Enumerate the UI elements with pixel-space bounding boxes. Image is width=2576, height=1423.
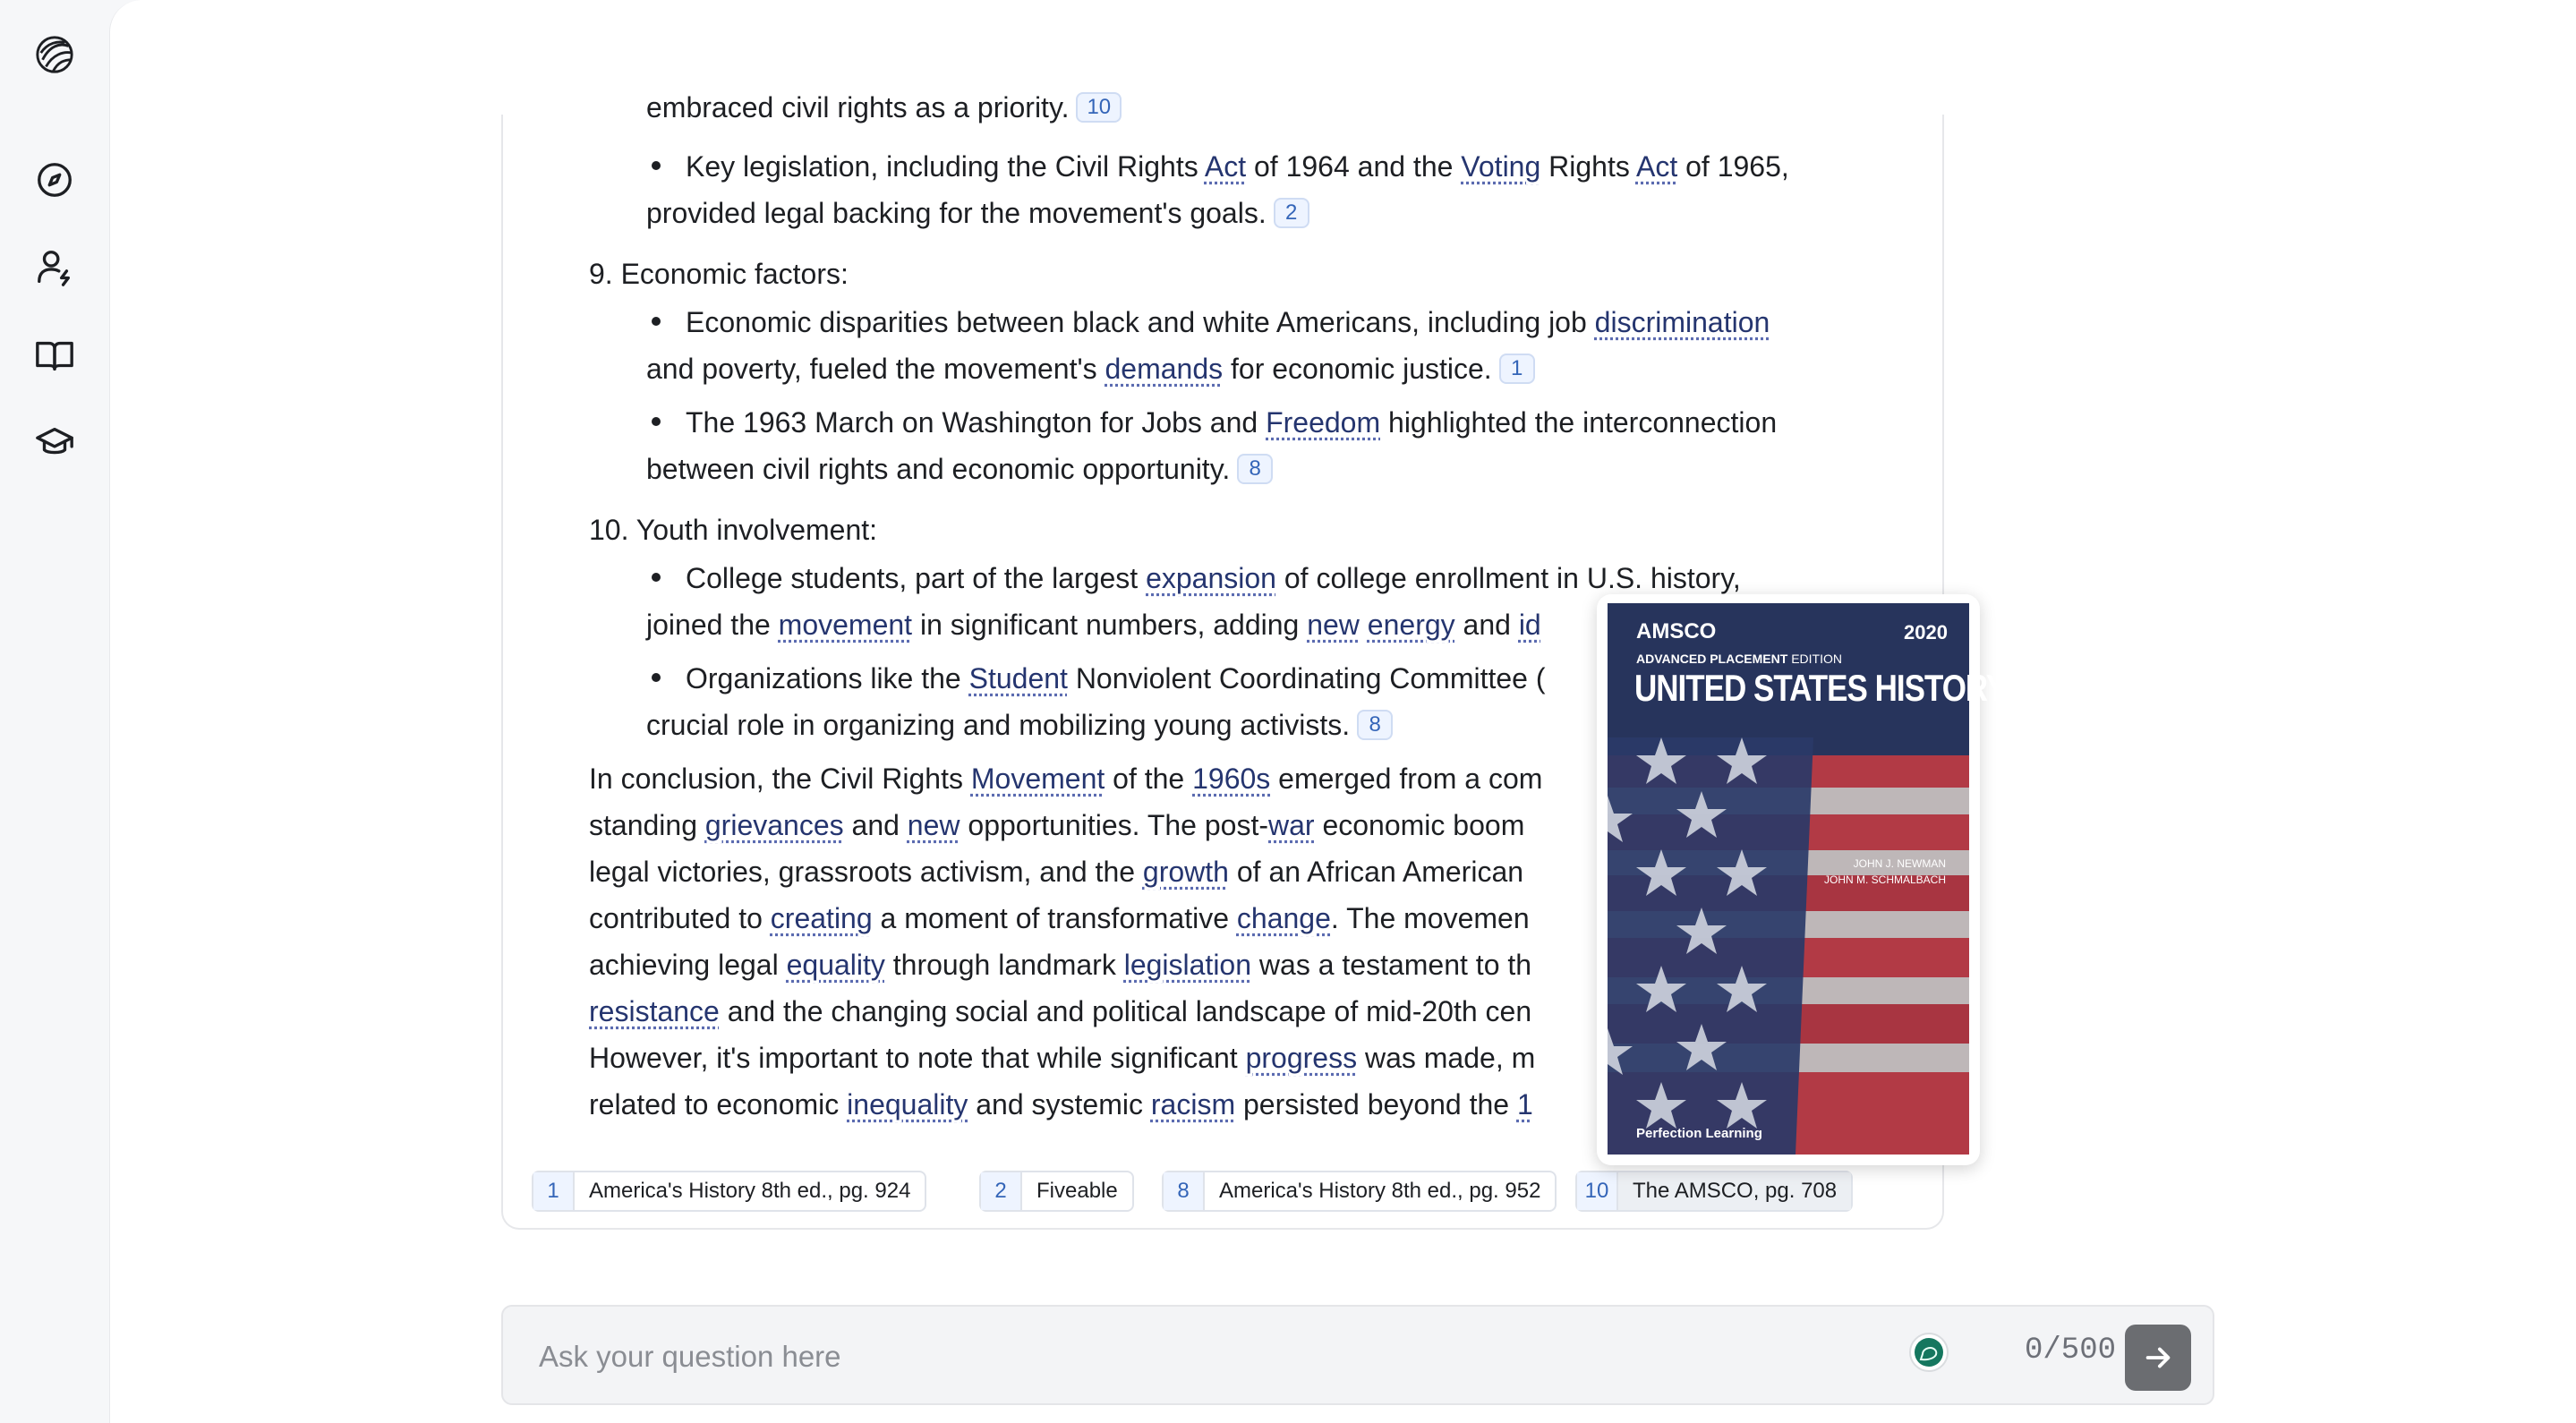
source-number: 2 — [981, 1172, 1022, 1210]
logo-icon[interactable] — [32, 32, 77, 77]
section-heading: 10. Youth involvement: — [589, 514, 878, 546]
term-link[interactable]: 1960s — [1192, 763, 1271, 795]
term-link[interactable]: progress — [1245, 1042, 1358, 1074]
answer-line — [686, 555, 1741, 601]
term-link[interactable]: new — [907, 809, 960, 841]
answer-text: . The movemen — [1330, 902, 1530, 934]
answer-text: joined the — [646, 609, 779, 641]
answer-line — [589, 802, 1524, 848]
answer-text: between civil rights and economic opportunity. — [646, 453, 1231, 485]
term-link[interactable]: new — [1307, 609, 1360, 641]
citation-badge[interactable]: 8 — [1357, 710, 1393, 740]
cover-author-1: JOHN J. NEWMAN — [1853, 857, 1946, 870]
cover-edition — [1636, 652, 1842, 666]
source-number: 1 — [533, 1172, 575, 1210]
source-chip[interactable] — [532, 1171, 926, 1212]
source-label: Fiveable — [1036, 1179, 1118, 1203]
answer-line — [686, 655, 1546, 702]
answer-line — [646, 345, 1535, 392]
bullet-dot — [652, 673, 661, 682]
term-link[interactable]: Act — [1204, 150, 1247, 183]
bullet-dot — [652, 317, 661, 326]
bullet-dot — [652, 161, 661, 170]
term-link[interactable]: demands — [1105, 353, 1224, 385]
answer-text: persisted beyond the — [1235, 1088, 1517, 1121]
cover-publisher: Perfection Learning — [1636, 1126, 1762, 1141]
book-open-icon[interactable] — [32, 333, 77, 378]
answer-text: The 1963 March on Washington for Jobs and — [686, 406, 1267, 439]
answer-text: Rights — [1540, 150, 1636, 183]
term-link[interactable]: 1 — [1516, 1088, 1533, 1121]
answer-line — [686, 299, 1770, 345]
question-input[interactable] — [539, 1328, 1881, 1385]
answer-text: was made, m — [1357, 1042, 1536, 1074]
answer-text: was a testament to th — [1251, 949, 1532, 981]
source-chip[interactable] — [979, 1171, 1134, 1212]
cover-title: UNITED STATES HISTORY — [1634, 668, 2007, 710]
bullet-dot — [652, 417, 661, 426]
answer-text — [1360, 609, 1368, 641]
term-link[interactable]: id — [1518, 609, 1541, 641]
answer-text: However, it's important to note that while significant — [589, 1042, 1246, 1074]
answer-line — [589, 755, 1542, 802]
term-link[interactable]: growth — [1142, 856, 1229, 888]
answer-line — [589, 988, 1531, 1035]
term-link[interactable]: energy — [1367, 609, 1455, 641]
answer-text: emerged from a com — [1270, 763, 1543, 795]
grammar-assistant-icon[interactable] — [1906, 1330, 1951, 1375]
answer-text: and poverty, fueled the movement's — [646, 353, 1105, 385]
answer-text: crucial role in organizing and mobilizing young activists. — [646, 709, 1351, 741]
answer-line — [589, 848, 1523, 895]
answer-text: and — [1454, 609, 1519, 641]
answer-line — [646, 601, 1541, 648]
answer-text: standing — [589, 809, 705, 841]
answer-text: in significant numbers, adding — [912, 609, 1308, 641]
term-link[interactable]: inequality — [847, 1088, 968, 1121]
question-input-bar — [501, 1305, 2214, 1405]
section-heading: 9. Economic factors: — [589, 258, 849, 290]
answer-text: highlighted the interconnection — [1380, 406, 1778, 439]
source-chip[interactable] — [1162, 1171, 1557, 1212]
answer-text: Key legislation, including the Civil Rights — [686, 150, 1205, 183]
answer-text: through landmark — [884, 949, 1124, 981]
term-link[interactable]: racism — [1150, 1088, 1236, 1121]
answer-text: related to economic — [589, 1088, 848, 1121]
term-link[interactable]: creating — [770, 902, 873, 934]
term-link[interactable]: grievances — [704, 809, 844, 841]
answer-text: of the — [1105, 763, 1193, 795]
answer-line — [589, 942, 1531, 988]
answer-line — [646, 84, 1122, 131]
source-label: The AMSCO, pg. 708 — [1618, 1172, 1851, 1210]
source-number: 10 — [1577, 1172, 1618, 1210]
answer-text: provided legal backing for the movement's goals. — [646, 197, 1267, 229]
answer-text: College students, part of the largest — [686, 562, 1147, 594]
cover-edition-b: EDITION — [1791, 652, 1842, 666]
citation-badge[interactable]: 8 — [1237, 454, 1273, 484]
bullet-dot — [652, 573, 661, 582]
arrow-right-icon — [2141, 1341, 2175, 1375]
term-link[interactable]: movement — [778, 609, 913, 641]
term-link[interactable]: Freedom — [1266, 406, 1381, 439]
answer-text: Organizations like the — [686, 662, 969, 694]
sidebar — [0, 0, 109, 1423]
answer-line — [686, 399, 1777, 446]
cover-year: 2020 — [1904, 621, 1948, 643]
answer-text: of an African American — [1228, 856, 1524, 888]
source-preview-popup — [1597, 594, 2007, 1165]
answer-text: Nonviolent Coordinating Committee ( — [1067, 662, 1546, 694]
term-link[interactable]: expansion — [1146, 562, 1276, 594]
answer-text: of 1964 and the — [1246, 150, 1462, 183]
source-label: America's History 8th ed., pg. 952 — [1219, 1179, 1541, 1203]
source-chip-active[interactable] — [1575, 1171, 1853, 1212]
source-number: 8 — [1164, 1172, 1205, 1210]
term-link[interactable]: equality — [786, 949, 885, 981]
citation-badge[interactable]: 2 — [1274, 198, 1309, 228]
answer-text: of 1965, — [1677, 150, 1789, 183]
answer-line — [646, 446, 1273, 492]
answer-text: and — [843, 809, 908, 841]
book-cover-image — [1608, 603, 2007, 1155]
send-button[interactable] — [2125, 1325, 2191, 1391]
compass-icon[interactable] — [32, 158, 77, 202]
answer-text: contributed to — [589, 902, 771, 934]
term-link[interactable]: Voting — [1461, 150, 1541, 183]
answer-text: In conclusion, the Civil Rights — [589, 763, 971, 795]
answer-text: achieving legal — [589, 949, 787, 981]
term-link[interactable]: Student — [968, 662, 1068, 694]
answer-line — [646, 702, 1393, 748]
answer-text: legal victories, grassroots activism, and the — [589, 856, 1143, 888]
term-link[interactable]: discrimination — [1594, 306, 1770, 338]
term-link[interactable]: legislation — [1123, 949, 1252, 981]
term-link[interactable]: war — [1268, 809, 1315, 841]
citation-badge[interactable]: 10 — [1076, 92, 1122, 123]
answer-text: and systemic — [968, 1088, 1151, 1121]
answer-line — [589, 1035, 1535, 1081]
answer-text: embraced civil rights as a priority. — [646, 91, 1070, 124]
answer-text: for economic justice. — [1223, 353, 1492, 385]
term-link[interactable]: resistance — [589, 995, 720, 1027]
term-link[interactable]: change — [1236, 902, 1331, 934]
character-counter: 0/500 — [2025, 1334, 2117, 1368]
answer-line — [686, 143, 1789, 190]
cover-brand: AMSCO — [1636, 619, 1717, 643]
cover-edition-a: ADVANCED PLACEMENT — [1636, 652, 1788, 666]
answer-text: Economic disparities between black and white Americans, including job — [686, 306, 1595, 338]
answer-line — [646, 190, 1309, 236]
answer-text: economic boom — [1314, 809, 1525, 841]
graduation-cap-icon[interactable] — [32, 421, 77, 465]
term-link[interactable]: Act — [1635, 150, 1678, 183]
cover-author-2: JOHN M. SCHMALBACH — [1823, 873, 1946, 886]
answer-text: and the changing social and political landscape of mid-20th cen — [719, 995, 1532, 1027]
answer-line — [589, 1081, 1533, 1128]
answer-text: a moment of transformative — [872, 902, 1237, 934]
answer-text: of college enrollment in U.S. history, — [1275, 562, 1741, 594]
answer-line — [589, 895, 1530, 942]
answer-text: opportunities. The post- — [960, 809, 1268, 841]
source-label: America's History 8th ed., pg. 924 — [589, 1179, 911, 1203]
citation-badge[interactable]: 1 — [1499, 354, 1535, 384]
user-bolt-icon[interactable] — [32, 245, 77, 290]
term-link[interactable]: Movement — [970, 763, 1105, 795]
